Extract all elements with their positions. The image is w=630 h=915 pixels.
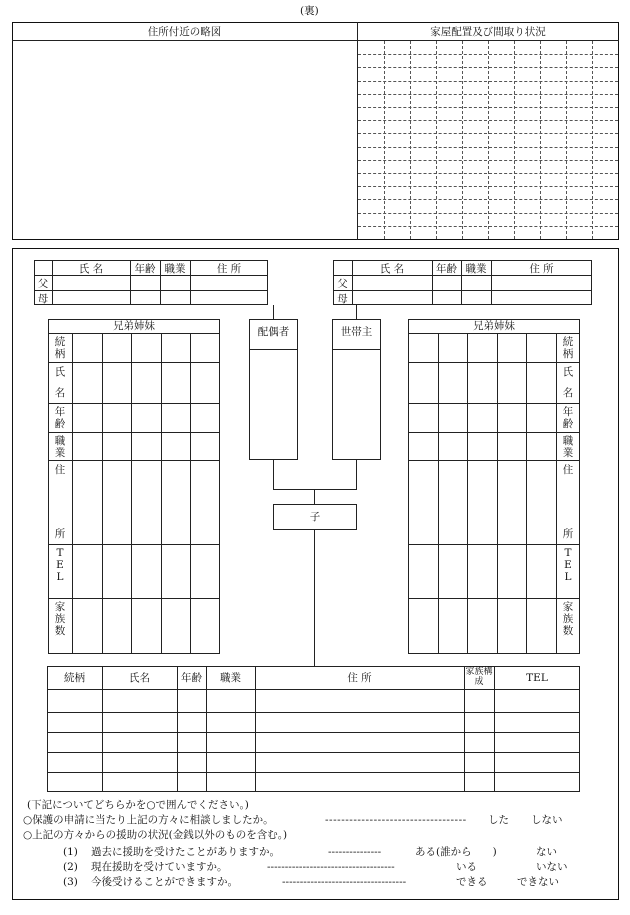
col-job: 職業	[164, 263, 186, 275]
rule-line	[408, 544, 580, 545]
head-label: 世帯主	[340, 326, 373, 338]
rule-line	[408, 598, 580, 599]
rule-line	[408, 333, 580, 334]
rule-line	[408, 432, 580, 433]
row-label: 職 業	[54, 435, 66, 459]
col-family: 家族構成	[465, 667, 493, 687]
rule-line	[556, 333, 557, 654]
col-name: 氏 名	[379, 263, 405, 275]
rule-line	[514, 41, 515, 239]
row-label: 年 齢	[54, 406, 66, 430]
rule-line	[190, 333, 191, 654]
sub2-option-yes[interactable]: いる	[456, 861, 477, 873]
rule-line	[358, 120, 618, 121]
rule-line	[592, 41, 593, 239]
row-label: 年 齢	[562, 406, 574, 430]
q1-option-yes[interactable]: した	[488, 814, 509, 826]
sub2-dots: ------------------------------------	[267, 861, 395, 873]
spouse-box	[249, 319, 298, 460]
rule-line	[540, 41, 541, 239]
siblings-frame	[408, 319, 580, 654]
rule-line	[566, 41, 567, 239]
row-father: 父	[37, 278, 49, 290]
rule-line	[497, 333, 498, 654]
rule-line	[358, 67, 618, 68]
col-job: 職業	[465, 263, 487, 275]
rule-line	[358, 94, 618, 95]
rule-line	[48, 362, 220, 363]
rule-line	[177, 666, 178, 792]
rule-line	[161, 333, 162, 654]
rule-line	[467, 333, 468, 654]
rule-line	[47, 772, 580, 773]
col-tel: TEL	[526, 672, 548, 684]
sub1-dots: ---------------	[328, 846, 382, 858]
rule-line	[358, 173, 618, 174]
col-age: 年齢	[134, 263, 156, 275]
rule-line	[102, 333, 103, 654]
row-label: 住 所	[54, 464, 66, 540]
map-title: 住所付近の略図	[147, 26, 222, 38]
col-address: 住 所	[347, 672, 372, 684]
col-relation: 続柄	[64, 672, 85, 684]
head-box	[332, 319, 381, 460]
rule-line	[384, 41, 385, 239]
rule-line	[408, 460, 580, 461]
rule-line	[48, 403, 220, 404]
rule-line	[358, 160, 618, 161]
q1-dots: -----------------------------------	[325, 814, 467, 826]
rule-line	[494, 666, 495, 792]
siblings-title: 兄弟姉妹	[473, 320, 515, 332]
rule-line	[488, 41, 489, 239]
col-address: 住 所	[216, 263, 242, 275]
row-father: 父	[337, 278, 348, 290]
sub3-dots: -----------------------------------	[282, 876, 407, 888]
rule-line	[358, 54, 618, 55]
row-label: T E L	[564, 547, 572, 583]
rule-line	[408, 362, 580, 363]
rule-line	[206, 666, 207, 792]
rule-line	[47, 689, 580, 690]
rule-line	[438, 333, 439, 654]
row-label: 氏 名	[562, 366, 574, 399]
rule-line	[48, 460, 220, 461]
q2-text: ○上記の方々からの援助の状況(金銭以外のものを含む。)	[23, 829, 288, 841]
col-age: 年齢	[181, 672, 202, 684]
sub2-text: 現在援助を受けていますか。	[91, 861, 228, 873]
sub3-option-no[interactable]: できない	[517, 876, 559, 888]
rule-line	[48, 333, 220, 334]
rule-line	[462, 41, 463, 239]
rule-line	[48, 544, 220, 545]
rule-line	[358, 133, 618, 134]
row-label: 続 柄	[562, 336, 574, 360]
sub1-option-yes[interactable]: ある(誰から )	[415, 846, 497, 858]
rule-line	[358, 81, 618, 82]
col-age: 年齢	[436, 263, 457, 275]
rule-line	[72, 333, 73, 654]
rule-line	[47, 752, 580, 753]
rule-line	[526, 333, 527, 654]
sub3-num: (3)	[63, 876, 78, 888]
row-label: 住 所	[562, 464, 574, 540]
row-mother: 母	[337, 293, 348, 305]
sub3-text: 今後受けることができますか。	[91, 876, 238, 888]
rule-line	[358, 147, 618, 148]
side-label: (裏)	[300, 5, 319, 17]
rule-line	[131, 333, 132, 654]
sub1-num: (1)	[63, 846, 78, 858]
child-label: 子	[309, 511, 321, 523]
sub1-option-no[interactable]: ない	[536, 846, 557, 858]
rule-line	[102, 666, 103, 792]
col-name: 氏 名	[78, 263, 104, 275]
sub2-option-no[interactable]: いない	[536, 861, 568, 873]
row-label: 家 族 数	[562, 601, 574, 637]
rule-line	[408, 403, 580, 404]
siblings-frame	[48, 319, 220, 654]
house-title: 家屋配置及び間取り状況	[430, 26, 546, 38]
sub2-num: (2)	[63, 861, 78, 873]
rule-line	[358, 186, 618, 187]
children-table	[47, 666, 580, 792]
rule-line	[47, 712, 580, 713]
col-address: 住 所	[529, 263, 554, 275]
row-label: 氏 名	[54, 366, 66, 399]
q1-option-no[interactable]: しない	[531, 814, 563, 826]
row-mother: 母	[37, 293, 49, 305]
rule-line	[358, 213, 618, 214]
siblings-title: 兄弟姉妹	[113, 320, 155, 332]
rule-line	[358, 199, 618, 200]
rule-line	[255, 666, 256, 792]
sub1-text: 過去に援助を受けたことがありますか。	[91, 846, 280, 858]
row-label: 続 柄	[54, 336, 66, 360]
spouse-label: 配偶者	[257, 326, 290, 338]
row-label: 家 族 数	[54, 601, 66, 637]
rule-line	[410, 41, 411, 239]
rule-line	[48, 598, 220, 599]
q1-text: ○保護の申請に当たり上記の方々に相談しましたか。	[23, 814, 274, 826]
rule-line	[436, 41, 437, 239]
sub3-option-yes[interactable]: できる	[456, 876, 488, 888]
col-name: 氏名	[129, 672, 150, 684]
rule-line	[358, 107, 618, 108]
rule-line	[48, 432, 220, 433]
instruction: (下記についてどちらかを○で囲んでください。)	[27, 799, 249, 811]
row-label: 職 業	[562, 435, 574, 459]
rule-line	[47, 732, 580, 733]
col-job: 職業	[220, 672, 241, 684]
row-label: T E L	[56, 547, 64, 583]
rule-line	[358, 226, 618, 227]
